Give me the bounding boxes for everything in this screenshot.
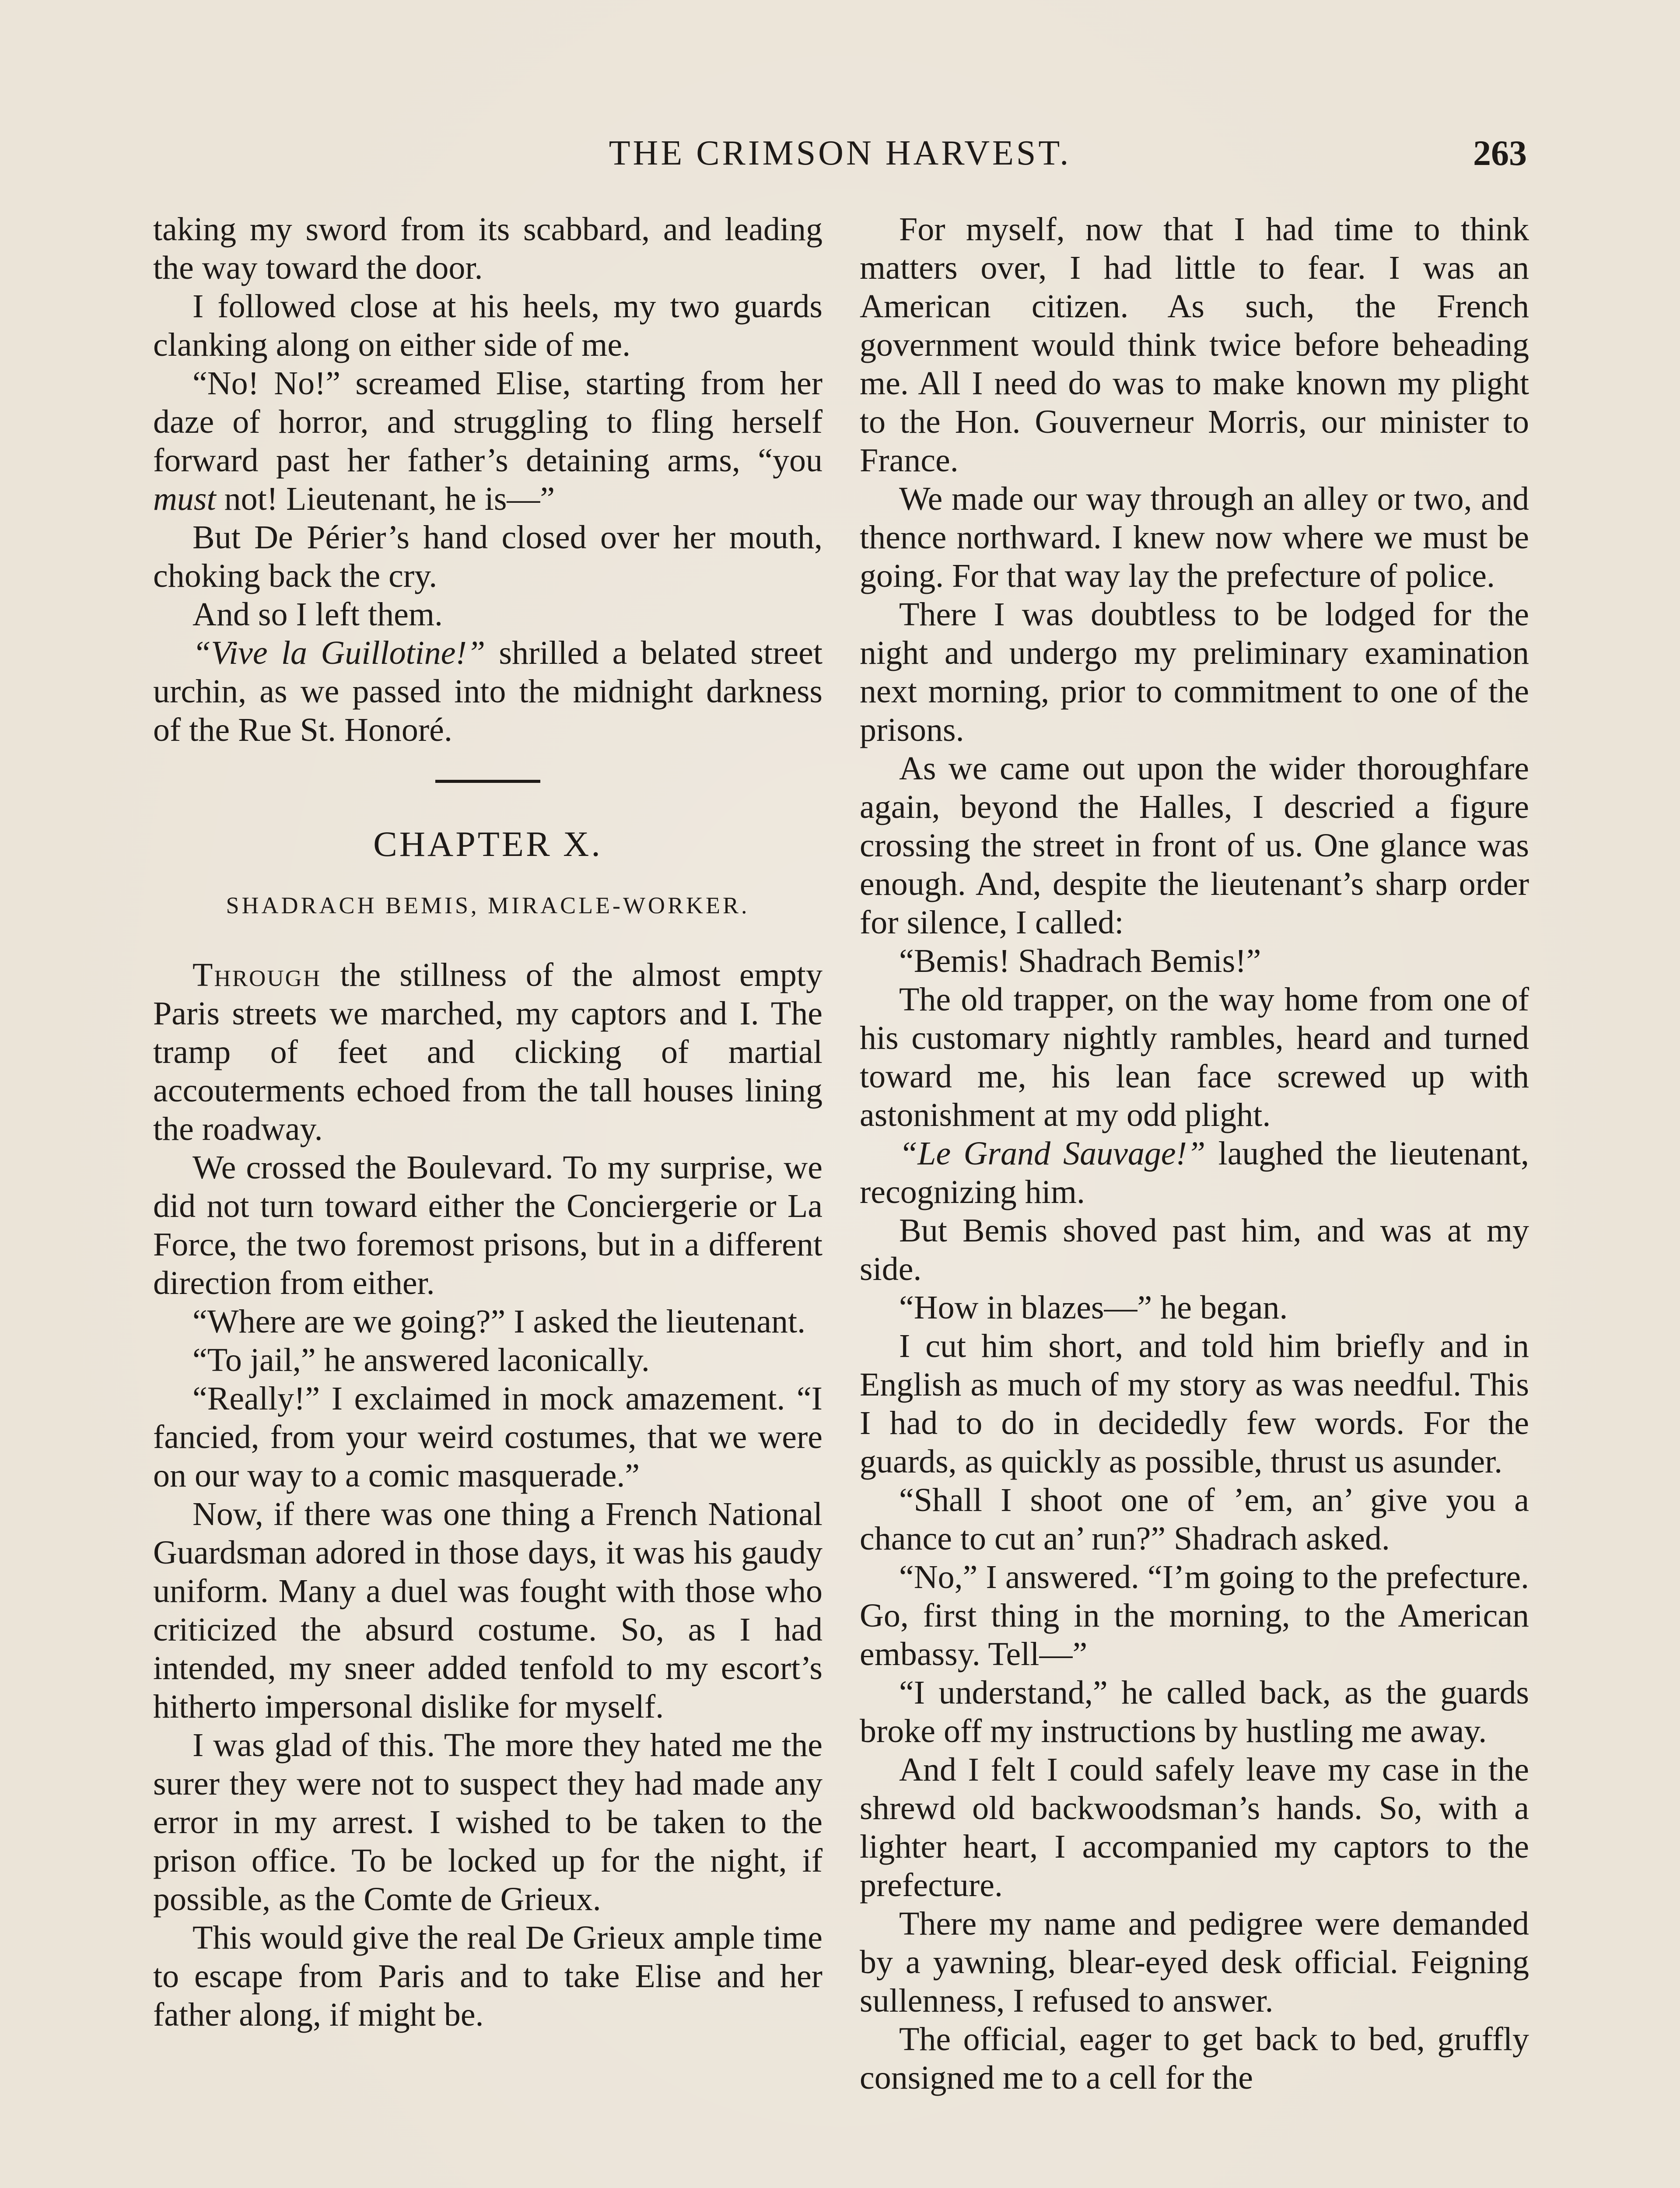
section-rule (435, 780, 540, 783)
paragraph: “Where are we going?” I asked the lieutenant. (192, 1303, 806, 1340)
paragraph: We crossed the Boulevard. To my surprise, we did not turn toward either the Conciergerie or La Force, the two foremost prisons, but in a different direction from either. (153, 1149, 822, 1301)
paragraph: “Really!” I exclaimed in mock amazement. “I fancied, from your weird costumes, that we were on our way to a comic masquerade.” (153, 1380, 822, 1494)
paragraph: But Bemis shoved past him, and was at my side. (860, 1212, 1529, 1287)
italic-text: “Vive la Guillotine!” (192, 635, 486, 671)
paragraph: I was glad of this. The more they hated me the surer they were not to suspect they had made any error in my arrest. I wished to be taken to the prison office. To be locked up for the night, if possible, as the Comte de Grieux. (153, 1727, 822, 1918)
paragraph: We made our way through an alley or two, and thence northward. I knew now where we must be going. For that way lay the prefecture of police. (860, 480, 1529, 594)
text-span: the stillness of the almost empty Paris streets we marched, my captors and I. The tramp of feet and clicking of martial accouterments echoed from the tall houses lining the roadway. (153, 957, 822, 1147)
right-column (860, 210, 1529, 2097)
paragraph: There my name and pedigree were demanded by a yawning, blear-eyed desk official. Feigning sullenness, I refused to answer. (860, 1905, 1529, 2019)
paragraph: The official, eager to get back to bed, gruffly consigned me to a cell for the (860, 2021, 1529, 2096)
page-number: 263 (1473, 133, 1527, 173)
italic-text: “Le Grand Sauvage!” (899, 1135, 1206, 1172)
paragraph: And I felt I could safely leave my case in the shrewd old backwoodsman’s hands. So, with a lighter heart, I accompanied my captors to the prefecture. (860, 1751, 1529, 1904)
text-span: “No! No!” screamed Elise, starting from her daze of horror, and struggling to fling herself forward past her father’s detaining arms, “you (153, 365, 822, 479)
left-column (153, 210, 822, 2034)
paragraph: “Bemis! Shadrach Bemis!” (899, 943, 1261, 979)
paragraph (153, 956, 822, 1148)
paragraph: taking my sword from its scabbard, and leading the way toward the door. (153, 211, 822, 286)
paragraph (860, 1134, 1529, 1211)
paragraph: And so I left them. (192, 596, 443, 633)
text-span: laughed the lieutenant, recognizing him. (860, 1135, 1529, 1210)
italic-text: must (153, 480, 216, 517)
paragraph: “Shall I shoot one of ’em, an’ give you a chance to cut an’ run?” Shadrach asked. (860, 1482, 1529, 1557)
text-span: not! Lieutenant, he is—” (216, 480, 555, 517)
text-span: shrilled a belated street urchin, as we passed into the midnight darkness of the Rue St. Honoré. (153, 635, 822, 748)
paragraph: For myself, now that I had time to think matters over, I had little to fear. I was an American citizen. As such, the French government would think twice before beheading me. All I need do was to make known my plight to the Hon. Gouverneur Morris, our minister to France. (860, 211, 1529, 479)
paragraph: Now, if there was one thing a French National Guardsman adored in those days, it was his gaudy uniform. Many a duel was fought with those who criticized the absurd costume. So, as I had intended, my sneer added tenfold to my escort’s hitherto impersonal dislike for myself. (153, 1496, 822, 1725)
small-caps-text: Through (192, 957, 322, 993)
paragraph: As we came out upon the wider thoroughfare again, beyond the Halles, I descried a figure crossing the street in front of us. One glance was enough. And, despite the lieutenant’s sharp order for silence, I called: (860, 750, 1529, 941)
paragraph: “I understand,” he called back, as the guards broke off my instructions by hustling me away. (860, 1674, 1529, 1750)
paragraph (153, 364, 822, 518)
paragraph: The old trapper, on the way home from one of his customary nightly rambles, heard and turned toward me, his lean face screwed up with astonishment at my odd plight. (860, 981, 1529, 1133)
chapter-subtitle: SHADRACH BEMIS, MIRACLE-WORKER. (226, 892, 750, 919)
paragraph (153, 634, 822, 749)
chapter-title: CHAPTER X. (373, 824, 602, 864)
paragraph: I cut him short, and told him briefly and in English as much of my story as was needful. This I had to do in decidedly few words. For the guards, as quickly as possible, thrust us asunder. (860, 1328, 1529, 1480)
paragraph: “How in blazes—” he began. (899, 1289, 1288, 1326)
paragraph: There I was doubtless to be lodged for the night and undergo my preliminary examination next morning, prior to commitment to one of the prisons. (860, 596, 1529, 748)
paragraph: But De Périer’s hand closed over her mouth, choking back the cry. (153, 519, 822, 594)
running-head: THE CRIMSON HARVEST. (609, 134, 1071, 172)
paragraph: This would give the real De Grieux ample time to escape from Paris and to take Elise and her father along, if might be. (153, 1919, 822, 2033)
paragraph: I followed close at his heels, my two guards clanking along on either side of me. (153, 288, 822, 363)
paragraph: “To jail,” he answered laconically. (192, 1342, 650, 1378)
paragraph: “No,” I answered. “I’m going to the prefecture. Go, first thing in the morning, to the American embassy. Tell—” (860, 1559, 1529, 1673)
